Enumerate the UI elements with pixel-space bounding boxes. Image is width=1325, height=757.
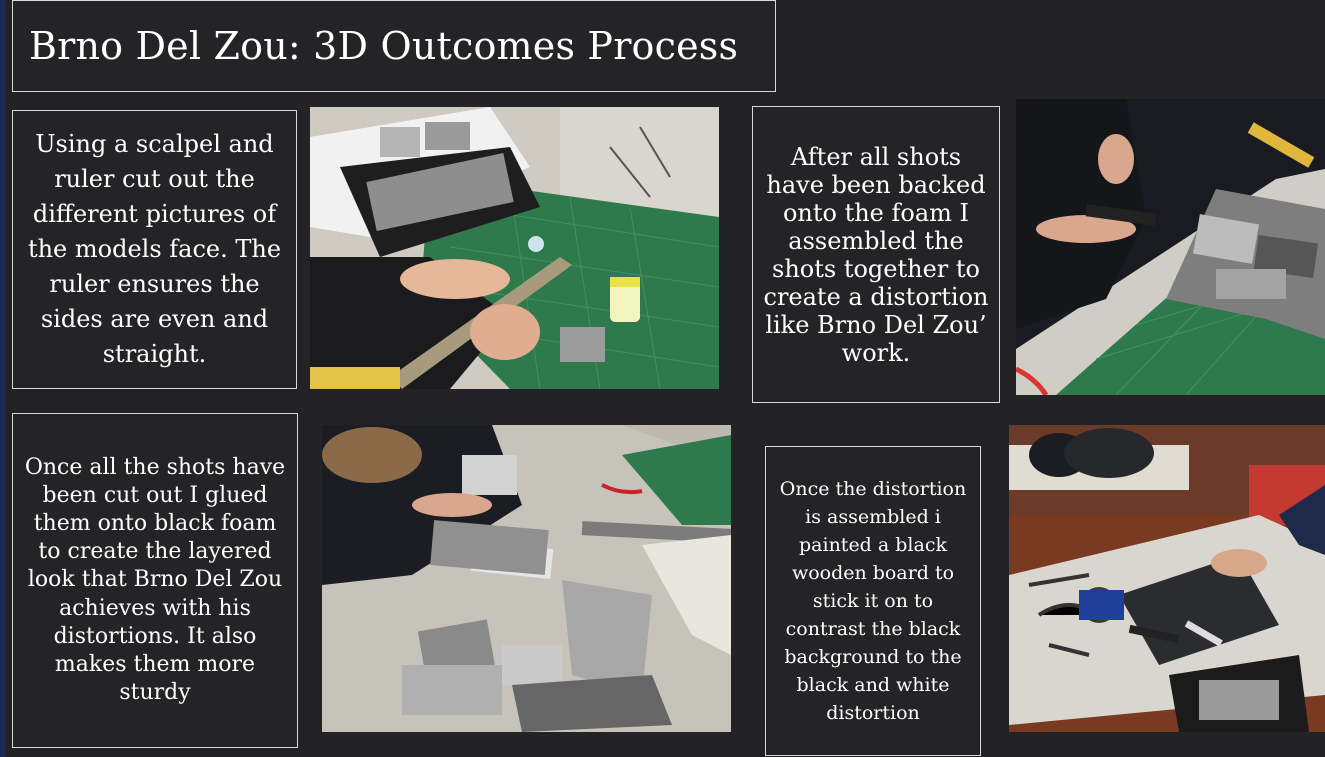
photo-mounting-on-board bbox=[1009, 425, 1325, 732]
slide-left-edge bbox=[0, 0, 5, 757]
step-assembling-text: After all shots have been backed onto the foam I assembled the shots together to create a distortion like Brno Del Zou’ work. bbox=[763, 142, 989, 367]
step-assembling-caption bbox=[752, 106, 1000, 403]
slide-title bbox=[12, 0, 776, 92]
step-mounting-caption bbox=[765, 446, 981, 756]
step-gluing-caption bbox=[12, 413, 298, 748]
slide-title-text: Brno Del Zou: 3D Outcomes Process bbox=[29, 24, 739, 68]
photo-gluing-onto-foam bbox=[322, 425, 731, 732]
step-mounting-text: Once the distortion is assembled i painted a black wooden board to stick it on to contrast the black background to the black and white distortion bbox=[779, 478, 967, 724]
step-cutting-text: Using a scalpel and ruler cut out the different pictures of the models face. The ruler ensures the sides are even and straight. bbox=[27, 130, 282, 368]
photo-assembling-distortion bbox=[1016, 99, 1325, 395]
photo-cutting-with-scalpel bbox=[310, 107, 719, 389]
step-gluing-text: Once all the shots have been cut out I glued them onto black foam to create the layered look that Brno Del Zou achieves with his distortions. It also makes them more sturdy bbox=[24, 454, 286, 706]
step-cutting-caption bbox=[12, 110, 297, 389]
